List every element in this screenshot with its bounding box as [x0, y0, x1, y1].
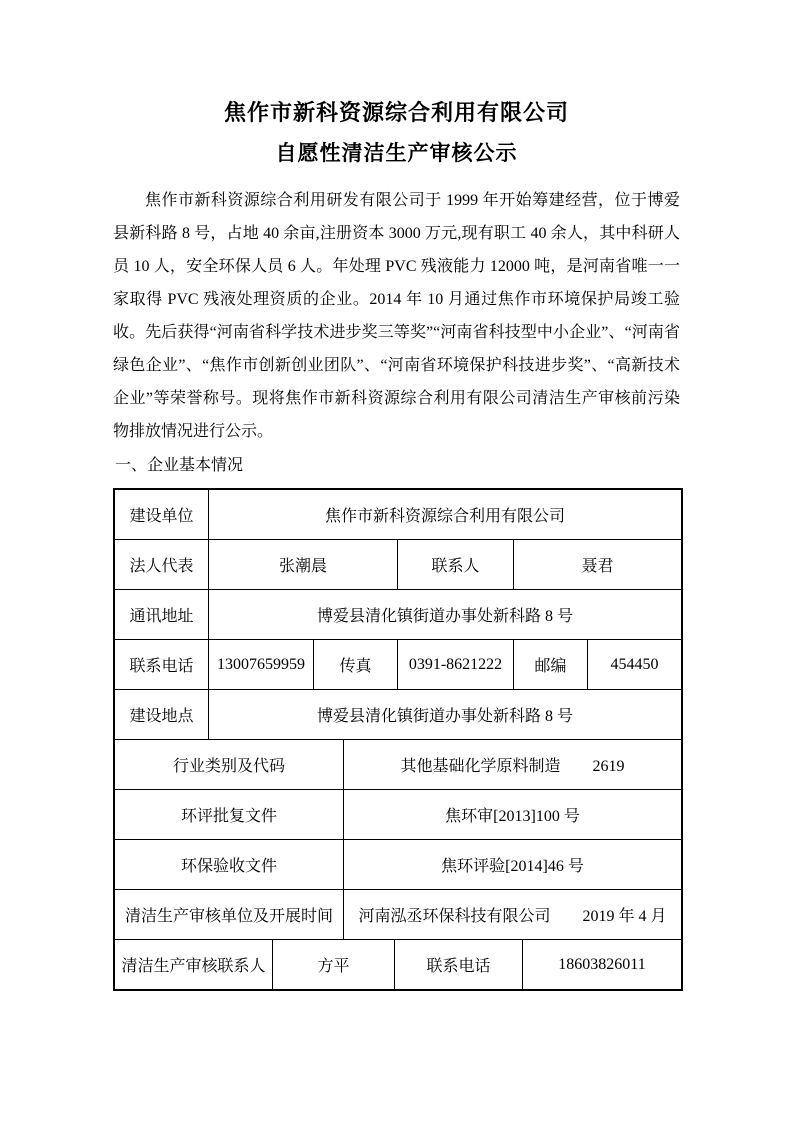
- table-row-ep-acceptance-document: [115, 840, 681, 890]
- cell-contact-person-value: 聂君: [581, 558, 614, 575]
- table-row-industry-category: [115, 740, 681, 790]
- cell-construction-unit-value: 焦作市新科资源综合利用有限公司: [324, 508, 565, 525]
- cell-construction-unit-label: 建设单位: [115, 490, 209, 539]
- cell-postcode-label: 邮编: [514, 640, 588, 689]
- table-row-audit-contact: [115, 940, 681, 989]
- cell-audit-unit-label: 清洁生产审核单位及开展时间: [115, 890, 344, 939]
- table-row-contact-phone: [115, 640, 681, 690]
- cell-fax-label: 传真: [314, 640, 398, 689]
- cell-ep-acceptance-value: 焦环评验[2014]46 号: [441, 858, 584, 875]
- cell-industry-category-value: 其他基础化学原料制造 2619: [400, 758, 625, 775]
- cell-audit-contact-phone-label: 联系电话: [395, 940, 523, 989]
- cell-contact-person-label: 联系人: [398, 540, 514, 589]
- cell-construction-site-value: 博爱县清化镇街道办事处新科路 8 号: [316, 708, 573, 725]
- table-row-legal-representative: [115, 540, 681, 590]
- cell-audit-contact-label: 清洁生产审核联系人: [115, 940, 273, 989]
- cell-eia-approval-label: 环评批复文件: [115, 790, 344, 839]
- cell-construction-site-label: 建设地点: [115, 690, 209, 739]
- table-row-construction-site: [115, 690, 681, 740]
- table-row-mailing-address: [115, 590, 681, 640]
- company-info-table: [113, 488, 683, 991]
- cell-legal-rep-value: 张潮晨: [209, 540, 398, 589]
- document-title: 焦作市新科资源综合利用有限公司: [223, 100, 569, 125]
- cell-phone-value: 13007659959: [209, 640, 314, 689]
- table-row-audit-unit-and-time: [115, 890, 681, 940]
- intro-paragraph: 焦作市新科资源综合利用研发有限公司于 1999 年开始筹建经营，位于博爱县新科路 8 号，占地 40 余亩,注册资本 3000 万元,现有职工 40 余人，其中科研人员 10 人，安全环保人员 6 人。年处理 PVC 残液能力 12000 吨，是河南省唯一一家取得 PVC 残液处理资质的企业。2014 年 10 月通过焦作市环境保护局竣工验收。先后获得“河南省科学技术进步奖三等奖”“河南省科技型中小企业”、“河南省绿色企业”、“焦作市创新创业团队”、“河南省环境保护科技进步奖”、“高新技术企业”等荣誉称号。现将焦作市新科资源综合利用有限公司清洁生产审核前污染物排放情况进行公示。: [113, 192, 680, 440]
- cell-legal-rep-label: 法人代表: [115, 540, 209, 589]
- cell-mailing-address-value: 博爱县清化镇街道办事处新科路 8 号: [316, 608, 573, 625]
- section-heading-basic-info: 一、企业基本情况: [115, 457, 244, 474]
- cell-ep-acceptance-label: 环保验收文件: [115, 840, 344, 889]
- table-row-construction-unit: [115, 490, 681, 540]
- cell-audit-unit-value: 河南泓丞环保科技有限公司 2019 年 4 月: [358, 908, 667, 925]
- cell-phone-label: 联系电话: [115, 640, 209, 689]
- cell-eia-approval-value: 焦环审[2013]100 号: [445, 808, 580, 825]
- cell-audit-contact-name: 方平: [273, 940, 395, 989]
- document-content: [113, 0, 680, 991]
- table-row-eia-approval-document: [115, 790, 681, 840]
- cell-industry-category-label: 行业类别及代码: [115, 740, 344, 789]
- cell-fax-value: 0391-8621222: [398, 640, 514, 689]
- document-subtitle: 自愿性清洁生产审核公示: [275, 142, 518, 165]
- cell-postcode-value: 454450: [610, 655, 659, 673]
- cell-mailing-address-label: 通讯地址: [115, 590, 209, 639]
- cell-audit-contact-phone-value: 18603826011: [558, 955, 646, 973]
